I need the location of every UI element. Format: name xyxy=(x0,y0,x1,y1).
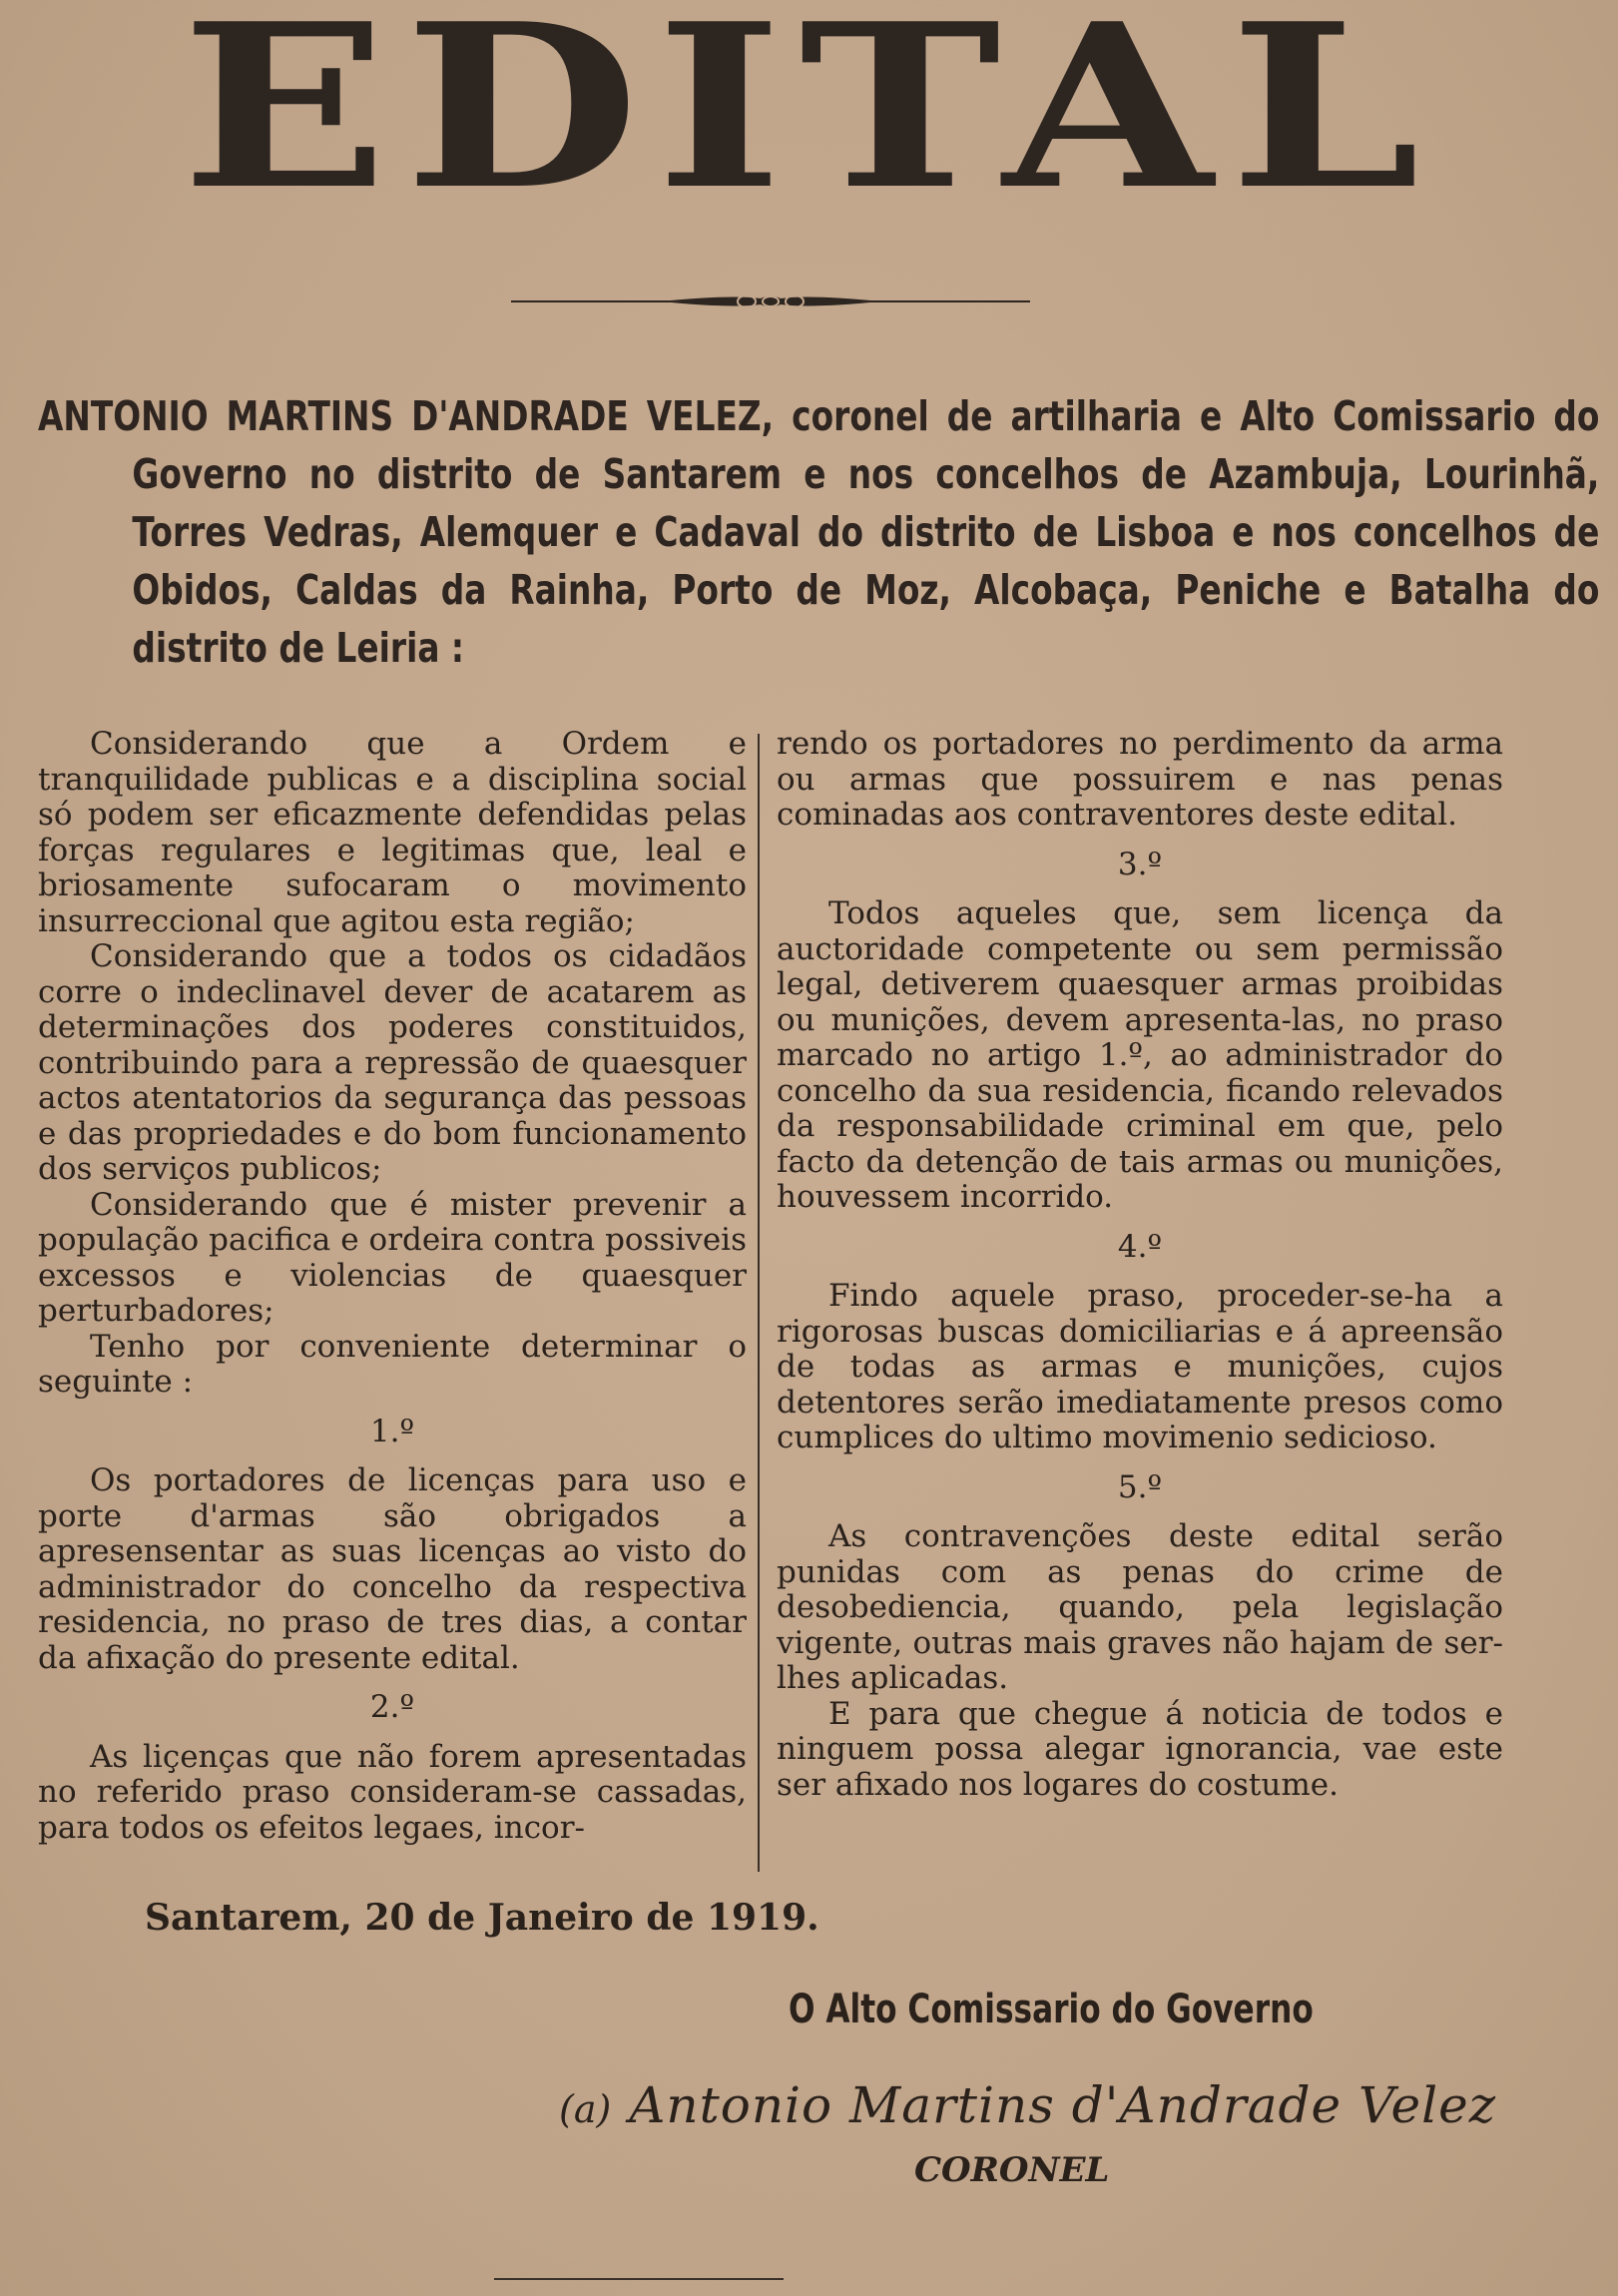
article-1-text: Os portadores de licenças para uso e porte d'armas são obrigados a apresensentar as suas licenças ao visto do administrador do concelho da respectiva residencia, no praso de tres dias, a contar da afixação do presente edital. xyxy=(38,1462,747,1676)
article-3-text: Todos aqueles que, sem licença da auctoridade competente ou sem permissão legal, detiverem quaesquer armas proibidas ou munições, devem apresenta-las, no praso marcado no artigo 1.º, ao administrador do concelho da sua residencia, ficando relevados da responsabilidade criminal em que, pelo facto da detenção de tais armas ou munições, houvessem incorrido. xyxy=(777,895,1503,1215)
ornament-divider xyxy=(511,286,1030,317)
right-column xyxy=(777,727,1503,1803)
article-number-3: 3.º xyxy=(1117,846,1163,882)
article-2-text: As liçenças que não forem apresentadas no referido praso consideram-se cassadas, para todos os efeitos legaes, incor- xyxy=(38,1738,747,1846)
closing-paragraph: E para que chegue á noticia de todos e ninguem possa alegar ignorancia, vae este ser afixado nos logares do costume. xyxy=(777,1695,1503,1803)
signature-line xyxy=(559,2076,1496,2134)
authority-header xyxy=(38,387,1600,677)
whereas-paragraph-3: Considerando que é mister prevenir a população pacifica e ordeira contra possiveis excessos e violencias de quaesquer perturbadores; xyxy=(38,1186,747,1329)
signature-prefix: (a) xyxy=(559,2087,612,2131)
whereas-paragraph-2: Considerando que a todos os cidadãos corre o indeclinavel dever de acatarem as determinações dos poderes constituidos, contribuindo para a repressão de quaesquer actos atentatorios da segurança das pessoas e das propriedades e do bom funcionamento dos serviços publicos; xyxy=(38,938,747,1187)
article-number-5: 5.º xyxy=(1117,1468,1163,1505)
edital-title: EDITAL xyxy=(181,0,1437,240)
article-number-1: 1.º xyxy=(369,1413,415,1449)
column-divider xyxy=(758,734,760,1872)
determination-paragraph: Tenho por conveniente determinar o seguinte : xyxy=(38,1328,747,1400)
header-text: ANTONIO MARTINS D'ANDRADE VELEZ, coronel de artilharia e Alto Comissario do Governo no distrito de Santarem e nos concelhos de Azambuja, Lourinhã, Torres Vedras, Alemquer e Cadaval do distrito de Lisboa e nos concelhos de Obidos, Caldas da Rainha, Porto de Moz, Alcobaça, Peniche e Batalha do distrito de Leiria : xyxy=(38,392,1600,672)
article-number-2: 2.º xyxy=(369,1689,415,1725)
date-line: Santarem, 20 de Janeiro de 1919. xyxy=(145,1897,819,1939)
signature-name: Antonio Martins d'Andrade Velez xyxy=(629,2076,1497,2134)
official-title: O Alto Comissario do Governo xyxy=(789,1987,1314,2032)
rank-label: CORONEL xyxy=(914,2150,1110,2190)
whereas-paragraph-1: Considerando que a Ordem e tranquilidade publicas e a disciplina social só podem ser eficazmente defendidas pelas forças regulares e legitimas que, leal e briosamente sufocaram o movimento insurreccional que agitou esta região; xyxy=(38,726,747,939)
article-2-continuation: rendo os portadores no perdimento da arma ou armas que possuirem e nas penas cominadas aos contraventores deste edital. xyxy=(777,726,1503,833)
article-5-text: As contravenções deste edital serão punidas com as penas do crime de desobediencia, quando, pela legislação vigente, outras mais graves não hajam de ser-lhes aplicadas. xyxy=(777,1518,1503,1696)
left-column xyxy=(38,727,747,1846)
article-number-4: 4.º xyxy=(1117,1228,1163,1265)
bottom-rule xyxy=(494,2278,784,2280)
article-4-text: Findo aquele praso, proceder-se-ha a rigorosas buscas domiciliarias e á apreensão de todas as armas e munições, cujos detentores serão imediatamente presos como cumplices do ultimo movimenio sedicioso. xyxy=(777,1278,1503,1455)
